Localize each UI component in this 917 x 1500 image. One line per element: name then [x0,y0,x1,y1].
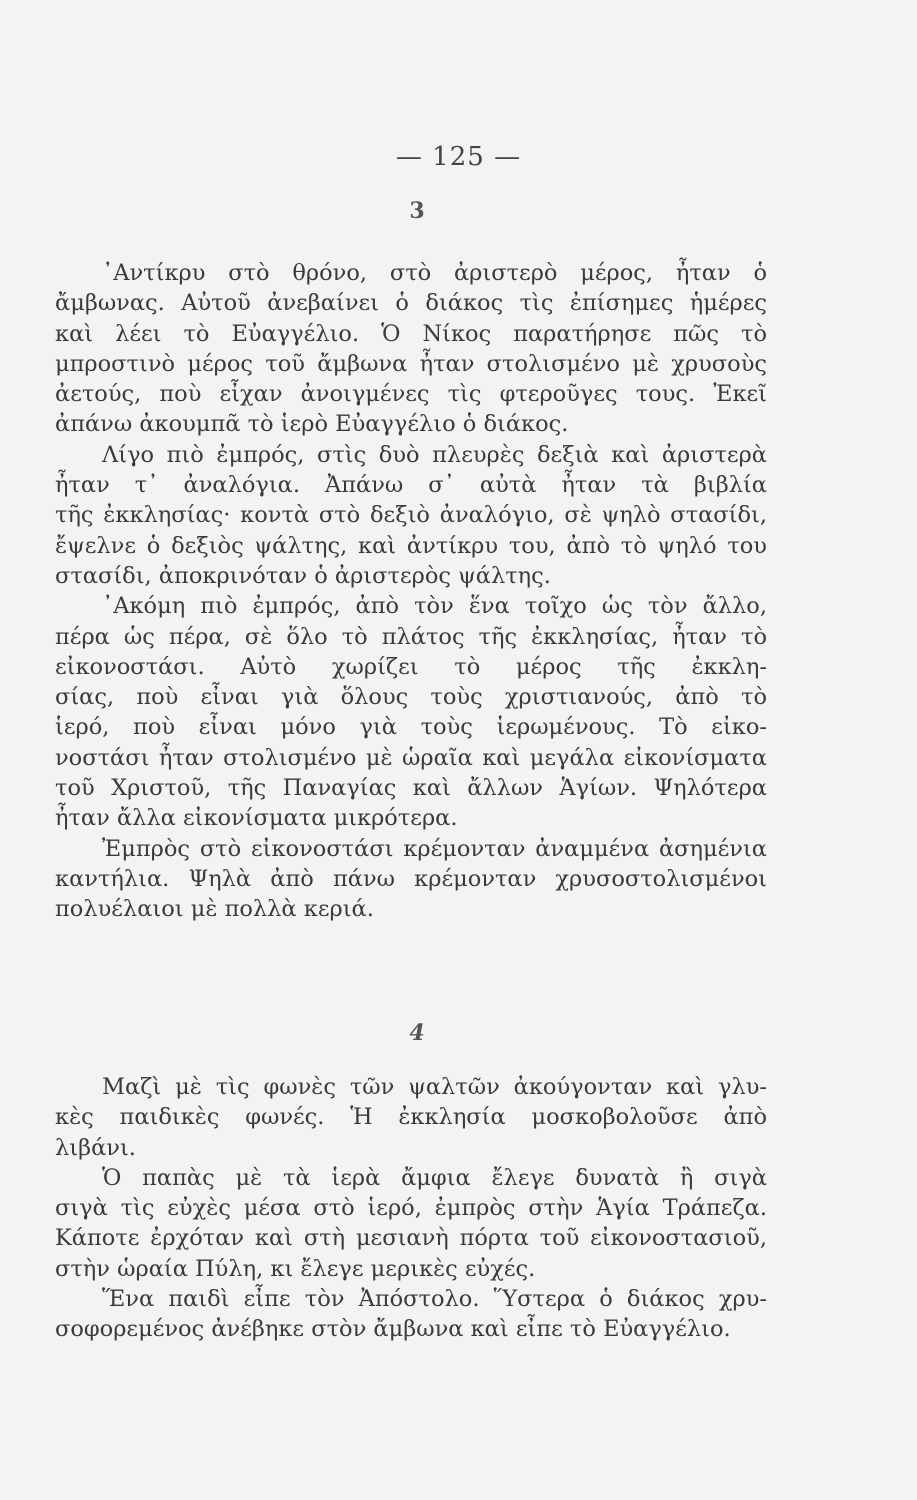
text-line: Λίγο πιὸ ἐμπρός, στὶς δυὸ πλευρὲς δεξιὰ καὶ ἀριστερὰ [102,441,767,468]
text-line: σοφορεμένος ἀνέβηκε στὸν ἄμβωνα καὶ εἶπε τὸ Εὐαγγέλιο. [55,1316,731,1343]
text-line: τῆς ἐκκλησίας· κοντὰ στὸ δεξιὸ ἀναλόγιο, σὲ ψηλὸ στασίδι, [55,502,767,529]
text-line: Μαζὶ μὲ τὶς φωνὲς τῶν ψαλτῶν ἀκούγονταν καὶ γλυ- [102,1074,767,1100]
text-line: μπροστινὸ μέρος τοῦ ἄμβωνα ἦταν στολισμένο μὲ χρυσοὺς [55,350,767,377]
text-line: ᾿Αντίκρυ στὸ θρόνο, στὸ ἀριστερὸ μέρος, ἦταν ὁ [102,260,767,286]
text-line: σιγὰ τὶς εὐχὲς μέσα στὸ ἱερό, ἐμπρὸς στὴν Ἁγία Τράπεζα. [55,1195,767,1222]
text-line: κὲς παιδικὲς φωνές. Ἡ ἐκκλησία μοσκοβολοῦσε ἀπὸ [55,1104,767,1131]
text-line: καντήλια. Ψηλὰ ἀπὸ πάνω κρέμονταν χρυσοστολισμένοι [55,865,767,892]
text-line: ἱερό, ποὺ εἶναι μόνο γιὰ τοὺς ἱερωμένους. Τὸ εἰκο- [55,714,767,741]
text-line: ἄμβωνας. Αὐτοῦ ἀνεβαίνει ὁ διάκος τὶς ἐπίσημες ἡμέρες [55,290,767,317]
section-number-4: 4 [409,1020,425,1046]
text-line: Κάποτε ἐρχόταν καὶ στὴ μεσιανὴ πόρτα τοῦ εἰκονοστασιοῦ, [55,1225,767,1252]
text-line: πολυέλαιοι μὲ πολλὰ κεριά. [55,896,374,923]
text-line: τοῦ Χριστοῦ, τῆς Παναγίας καὶ ἄλλων Ἁγίων. Ψηλότερα [55,775,767,802]
text-line: Ἐμπρὸς στὸ εἰκονοστάσι κρέμονταν ἀναμμένα ἀσημένια [102,835,767,862]
text-line: ἦταν ἄλλα εἰκονίσματα μικρότερα. [55,805,458,832]
text-line: Ἕνα παιδὶ εἶπε τὸν Ἀπόστολο. Ὕστερα ὁ διάκος χρυ- [102,1286,767,1313]
text-line: λιβάνι. [55,1134,136,1161]
text-line: σίας, ποὺ εἶναι γιὰ ὅλους τοὺς χριστιανούς, ἀπὸ τὸ [55,684,767,711]
text-line: νοστάσι ἦταν στολισμένο μὲ ὡραῖα καὶ μεγάλα εἰκονίσματα [55,744,767,771]
text-line: ᾿Ακόμη πιὸ ἐμπρός, ἀπὸ τὸν ἕνα τοῖχο ὡς τὸν ἄλλο, [102,593,767,620]
text-line: στασίδι, ἀποκρινόταν ὁ ἀριστερὸς ψάλτης. [55,562,551,589]
text-line: ἔψελνε ὁ δεξιὸς ψάλτης, καὶ ἀντίκρυ του, ἀπὸ τὸ ψηλό του [55,532,767,559]
section-number-3: 3 [409,198,425,224]
text-line: Ὁ παπὰς μὲ τὰ ἱερὰ ἄμφια ἔλεγε δυνατὰ ἢ σιγὰ [102,1164,767,1191]
text-line: πέρα ὡς πέρα, σὲ ὅλο τὸ πλάτος τῆς ἐκκλησίας, ἦταν τὸ [55,623,767,650]
text-line: ἀετούς, ποὺ εἶχαν ἀνοιγμένες τὶς φτεροῦγες τους. Ἐκεῖ [55,381,767,408]
text-line: στὴν ὡραία Πύλη, κι ἔλεγε μερικὲς εὐχές. [55,1255,536,1282]
text-line: εἰκονοστάσι. Αὐτὸ χωρίζει τὸ μέρος τῆς ἐκκλη- [55,653,767,680]
text-line: καὶ λέει τὸ Εὐαγγέλιο. Ὁ Νίκος παρατήρησε πῶς τὸ [55,320,767,347]
page-number: — 125 — [395,142,522,172]
text-line: ἀπάνω ἀκουμπᾶ τὸ ἱερὸ Εὐαγγέλιο ὁ διάκος. [55,411,569,438]
section-4-text [55,1072,767,1345]
section-3-text [55,258,767,925]
text-line: ἦταν τ᾿ ἀναλόγια. Ἀπάνω σ᾿ αὐτὰ ἦταν τὰ βιβλία [55,472,767,499]
